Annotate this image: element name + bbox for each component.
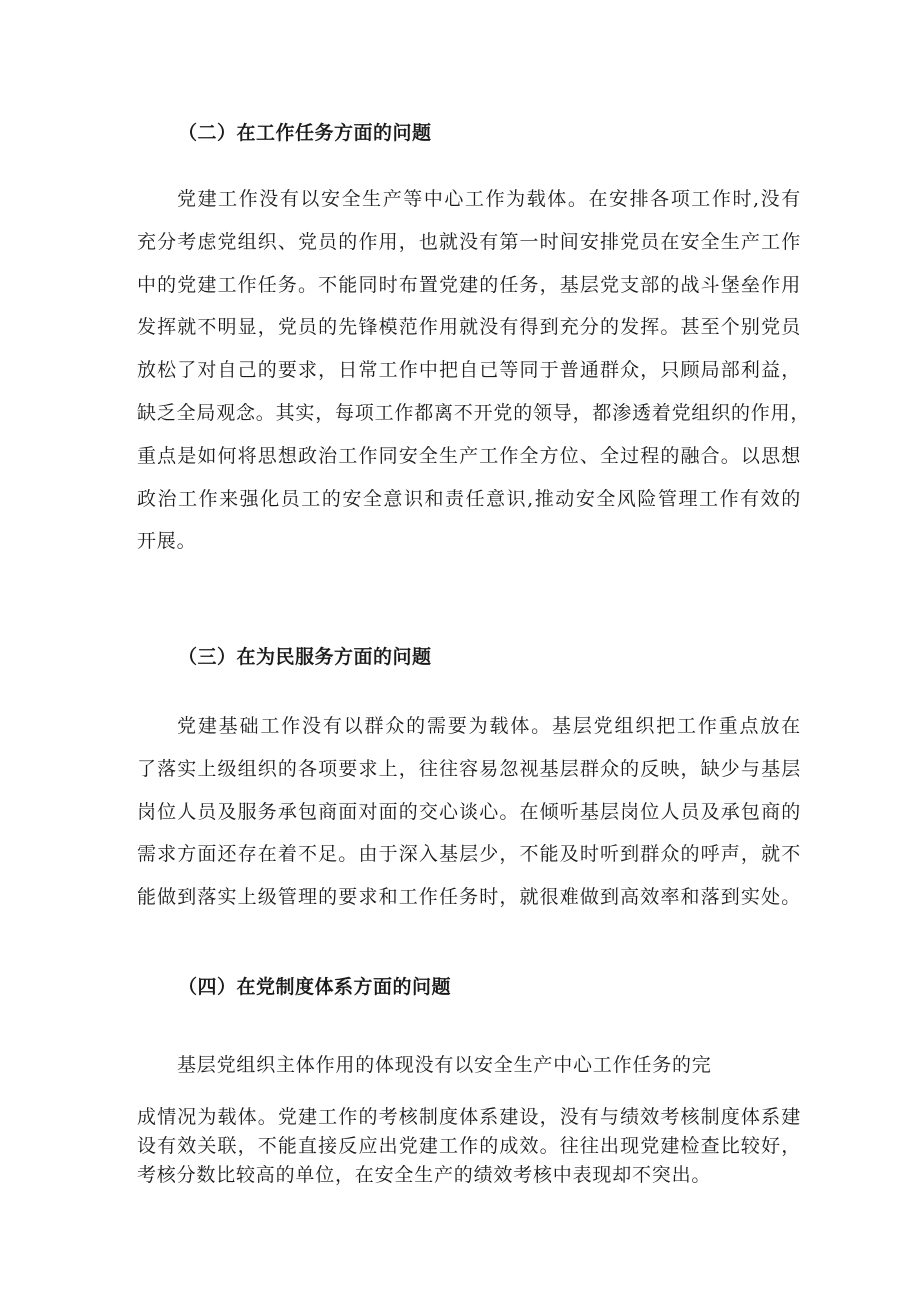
paragraph-line: 放松了对自己的要求，日常工作中把自已等同于普通群众，只顾局部利益， [137, 359, 801, 382]
paragraph-line: 缺乏全局观念。其实，每项工作都离不开党的领导，都渗透着党组织的作用， [137, 401, 811, 424]
paragraph-line: 设有效关联，不能直接反应出党建工作的成效。往往出现党建检查比较好， [137, 1135, 801, 1157]
paragraph-line: 政治工作来强化员工的安全意识和责任意识,推动安全风险管理工作有效的 [137, 487, 801, 510]
paragraph-line: 开展。 [137, 530, 197, 553]
paragraph-line: 党建基础工作没有以群众的需要为载体。基层党组织把工作重点放在 [177, 715, 801, 737]
paragraph-line: 发挥就不明显，党员的先锋模范作用就没有得到充分的发挥。甚至个别党员 [137, 316, 801, 339]
section-heading-3: （三）在为民服务方面的问题 [178, 646, 432, 668]
paragraph-line: 考核分数比较高的单位，在安全生产的绩效考核中表现却不突出。 [137, 1164, 712, 1186]
paragraph-line: 党建工作没有以安全生产等中心工作为载体。在安排各项工作时,没有 [177, 188, 801, 210]
paragraph-line: 岗位人员及服务承包商面对面的交心谈心。在倾听基层岗位人员及承包商的 [137, 800, 801, 823]
section-intro-4: 基层党组织主体作用的体现没有以安全生产中心工作任务的完 [177, 1054, 712, 1076]
paragraph-line: 中的党建工作任务。不能同时布置党建的任务，基层党支部的战斗堡垒作用 [137, 273, 801, 296]
section-heading-4: （四）在党制度体系方面的问题 [178, 976, 452, 998]
paragraph-line: 需求方面还存在着不足。由于深入基层少，不能及时听到群众的呼声，就不 [137, 843, 801, 866]
paragraph-line: 充分考虑党组织、党员的作用，也就没有第一时间安排党员在安全生产工作 [137, 230, 801, 253]
paragraph-line: 了落实上级组织的各项要求上，往往容易忽视基层群众的反映，缺少与基层 [137, 757, 801, 780]
section-paragraph-3 [137, 705, 801, 919]
section-heading-2: （二）在工作任务方面的问题 [178, 122, 432, 144]
section-paragraph-4 [137, 1103, 801, 1190]
section-paragraph-2 [137, 178, 811, 563]
paragraph-line: 成情况为载体。党建工作的考核制度体系建设，没有与绩效考核制度体系建 [137, 1106, 801, 1128]
paragraph-line: 能做到落实上级管理的要求和工作任务时，就很难做到高效率和落到实处。 [137, 886, 801, 909]
paragraph-line: 重点是如何将思想政治工作同安全生产工作全方位、全过程的融合。以思想 [137, 444, 801, 467]
